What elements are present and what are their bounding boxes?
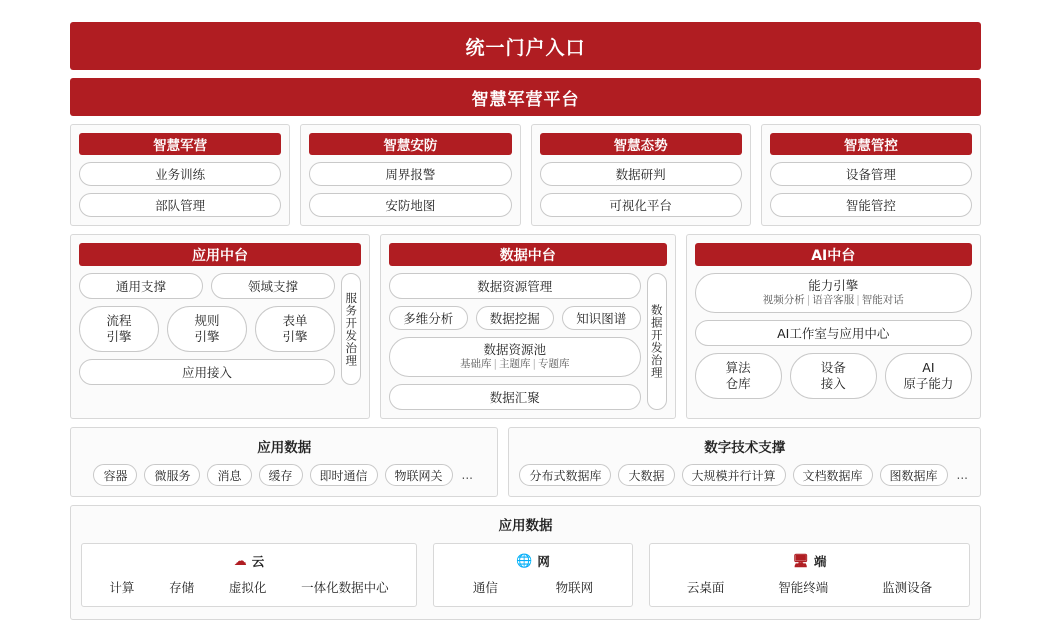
infrastructure-group-label: 网 [537, 554, 550, 569]
app-domain-support[interactable]: 领域支撑 [211, 273, 335, 299]
data-resource-pool[interactable] [389, 337, 641, 377]
domain-title [770, 133, 972, 155]
engine-line1: 流程 [106, 313, 132, 329]
platform-card-ai [686, 234, 982, 419]
engine-line2: 引擎 [194, 329, 220, 344]
support-chip-row [519, 464, 970, 486]
platform-main-column [389, 273, 641, 410]
platform-label: 智慧军营平台 [471, 89, 580, 110]
infrastructure-item[interactable]: 一体化数据中心 [301, 580, 389, 595]
infrastructure-item[interactable]: 存储 [169, 580, 195, 595]
infrastructure-items [444, 578, 622, 596]
infrastructure-group-label: 云 [251, 554, 265, 569]
infrastructure-row [81, 543, 970, 607]
infrastructure-group-network [433, 543, 633, 607]
support-chip[interactable]: 缓存 [259, 464, 303, 486]
ai-algorithm-repo[interactable] [695, 353, 782, 399]
platform-title [695, 243, 973, 266]
infrastructure-item[interactable]: 虚拟化 [228, 580, 267, 595]
infrastructure-item[interactable]: 通信 [472, 580, 498, 595]
engine-line2: 引擎 [282, 329, 308, 344]
ai-card-line2: 仓库 [725, 376, 751, 391]
infrastructure-group-label: 端 [814, 554, 827, 569]
support-chip[interactable]: 容器 [93, 464, 137, 486]
ai-studio[interactable]: AI工作室与应用中心 [695, 320, 973, 346]
infrastructure-group-header [92, 552, 406, 570]
infrastructure-item[interactable]: 计算 [109, 580, 135, 595]
domain-title-label: 智慧管控 [843, 138, 898, 154]
infrastructure-group-edge [649, 543, 970, 607]
support-chip[interactable]: 消息 [207, 464, 251, 486]
data-aggregation[interactable]: 数据汇聚 [389, 384, 641, 410]
support-chip[interactable]: 大规模并行计算 [682, 464, 786, 486]
infrastructure-items [92, 578, 406, 596]
ai-atomic-capability[interactable] [885, 353, 972, 399]
domain-item[interactable]: 安防地图 [309, 193, 511, 217]
platform-title-label: 应用中台 [192, 247, 248, 264]
ai-card-line2: 原子能力 [903, 376, 954, 391]
infrastructure-items [660, 578, 959, 596]
infrastructure-item[interactable]: 智能终端 [778, 580, 829, 595]
data-governance-sidebar: 数据开发治理 [647, 273, 667, 410]
support-title: 应用数据 [257, 440, 312, 456]
app-governance-sidebar: 服务开发治理 [341, 273, 361, 385]
infrastructure-item[interactable]: 监测设备 [882, 580, 933, 595]
domain-item[interactable]: 部队管理 [79, 193, 281, 217]
support-chip[interactable]: 大数据 [618, 464, 674, 486]
portal-entry-label: 统一门户入口 [465, 36, 586, 59]
domain-card-control [761, 124, 981, 226]
support-more-indicator: ... [461, 468, 473, 482]
domain-title [79, 133, 281, 155]
ai-card-line1: 算法 [725, 360, 751, 376]
platform-main-column [695, 273, 973, 410]
platform-body [79, 273, 361, 385]
support-card-application-data [70, 427, 498, 497]
engine-line1: 表单 [282, 313, 308, 329]
data-mining[interactable]: 数据挖掘 [476, 306, 555, 330]
domain-item[interactable]: 周界报警 [309, 162, 511, 186]
monitor-icon: 🖥 [792, 553, 809, 569]
platform-title [79, 243, 361, 266]
support-row [70, 427, 981, 497]
domain-title-label: 智慧态势 [613, 138, 668, 154]
domain-card-situation [531, 124, 751, 226]
engine-line2: 引擎 [106, 329, 132, 344]
engine-pill-row [79, 306, 335, 352]
ai-cards-row [695, 353, 973, 399]
engine-process[interactable] [79, 306, 159, 352]
domain-title [540, 133, 742, 155]
ai-capability-engine[interactable] [695, 273, 973, 313]
data-knowledge-graph[interactable]: 知识图谱 [562, 306, 641, 330]
platform-card-data [380, 234, 676, 419]
domain-title-label: 智慧安防 [383, 138, 438, 154]
domain-item[interactable]: 设备管理 [770, 162, 972, 186]
domain-item[interactable]: 智能管控 [770, 193, 972, 217]
platform-title-label: AI中台 [811, 247, 856, 264]
support-chip[interactable]: 即时通信 [310, 464, 378, 486]
platform-title-label: 数据中台 [499, 247, 556, 264]
portal-entry-banner [70, 22, 981, 70]
support-chip-row [81, 464, 487, 486]
engine-rule[interactable] [167, 306, 247, 352]
domain-title-label: 智慧军营 [153, 138, 208, 154]
data-resource-management[interactable]: 数据资源管理 [389, 273, 641, 299]
data-pool-sub: 基础库 | 主题库 | 专题库 [459, 358, 570, 371]
app-access[interactable]: 应用接入 [79, 359, 335, 385]
domain-item[interactable]: 业务训练 [79, 162, 281, 186]
ai-device-access[interactable] [790, 353, 877, 399]
platform-main-column [79, 273, 335, 385]
support-title: 数字技术支撑 [704, 440, 786, 456]
app-general-support[interactable]: 通用支撑 [79, 273, 203, 299]
ai-card-line1: 设备 [820, 360, 846, 376]
infrastructure-item[interactable]: 云桌面 [686, 580, 725, 595]
infrastructure-group-header [444, 552, 622, 570]
ai-capability-title: 能力引擎 [808, 278, 859, 294]
platform-banner [70, 78, 981, 116]
platforms-row [70, 234, 981, 419]
support-card-digital-tech [508, 427, 981, 497]
cloud-icon: ☁ [233, 553, 247, 569]
infrastructure-panel [70, 505, 981, 620]
engine-line1: 规则 [194, 313, 220, 329]
domain-card-smart-camp [70, 124, 290, 226]
ai-card-line1: AI [922, 360, 935, 376]
data-pool-title: 数据资源池 [483, 342, 546, 358]
support-chip[interactable]: 图数据库 [880, 464, 948, 486]
globe-icon: 🌐 [516, 553, 533, 569]
infrastructure-group-header [660, 552, 959, 570]
infrastructure-group-cloud [81, 543, 417, 607]
infrastructure-item[interactable]: 物联网 [555, 580, 594, 595]
support-pill-row [79, 273, 335, 299]
platform-body [389, 273, 667, 410]
support-chip[interactable]: 文档数据库 [793, 464, 873, 486]
domain-item[interactable]: 数据研判 [540, 162, 742, 186]
domain-title [309, 133, 511, 155]
data-multi-analysis[interactable]: 多维分析 [389, 306, 468, 330]
support-chip[interactable]: 微服务 [144, 464, 200, 486]
ai-card-line2: 接入 [820, 376, 846, 391]
ai-capability-sub: 视频分析 | 语音客服 | 智能对话 [762, 294, 904, 307]
data-analysis-row [389, 306, 641, 330]
infrastructure-title: 应用数据 [498, 518, 553, 534]
engine-form[interactable] [255, 306, 335, 352]
support-chip[interactable]: 物联网关 [385, 464, 453, 486]
domain-cards-row [70, 124, 981, 226]
domain-card-security [300, 124, 520, 226]
platform-title [389, 243, 667, 266]
support-chip[interactable]: 分布式数据库 [519, 464, 611, 486]
support-more-indicator: ... [956, 468, 968, 482]
domain-item[interactable]: 可视化平台 [540, 193, 742, 217]
platform-card-application [70, 234, 370, 419]
